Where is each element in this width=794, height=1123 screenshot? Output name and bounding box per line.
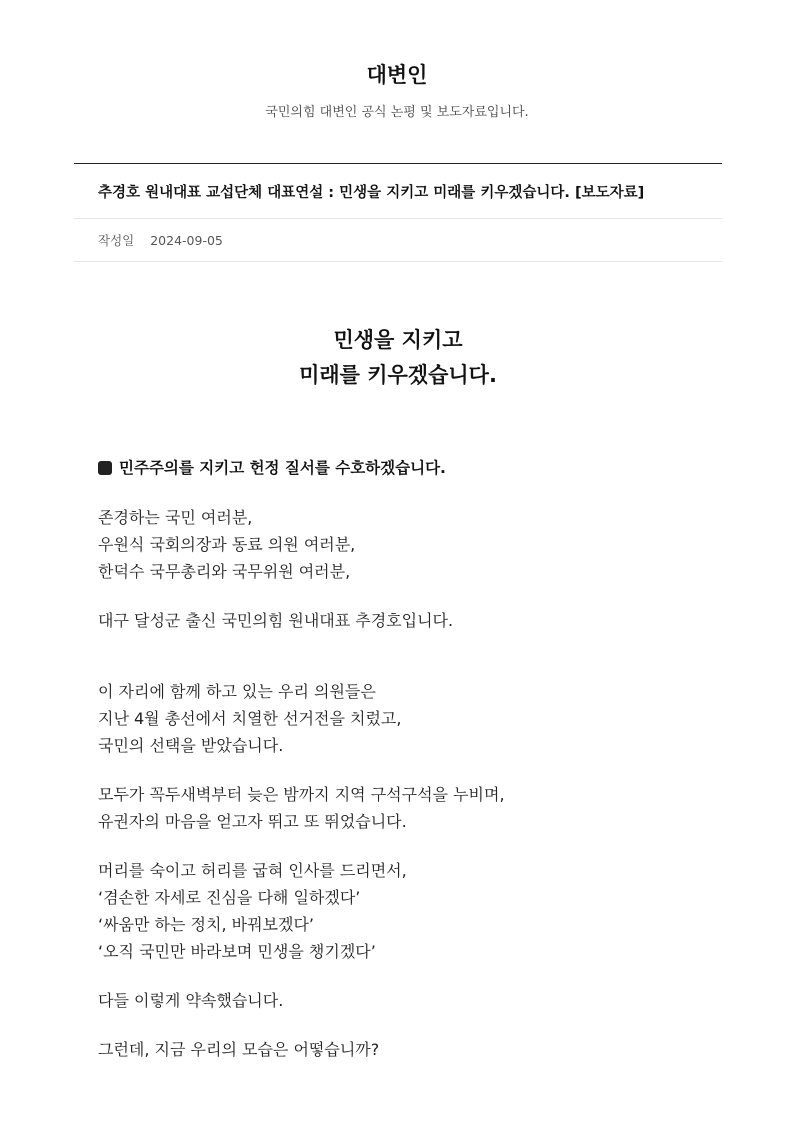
paragraph-pledge [98,987,698,1014]
paragraph-line: 우원식 국회의장과 동료 의원 여러분, [98,535,356,554]
post-date: 2024-09-05 [150,232,223,248]
site-description: 국민의힘 대변인 공식 논평 및 보도자료입니다. [265,105,529,120]
paragraph-line: 존경하는 국민 여러분, [98,508,253,527]
paragraph-line: 다들 이렇게 약속했습니다. [98,991,284,1010]
paragraph-line: 한덕수 국무총리와 국무위원 여러분, [98,562,351,581]
section-heading [98,457,698,479]
site-header [0,0,794,121]
post-header [74,163,722,219]
paragraph-promises [98,857,698,965]
paragraph-intro [98,607,698,634]
paragraph-election [98,678,698,759]
site-title[interactable]: 대변인 [366,63,428,87]
paragraph-line: 유권자의 마음을 얻고자 뛰고 또 뛰었습니다. [98,812,407,831]
paragraph-line: 그런데, 지금 우리의 모습은 어떻습니까? [98,1040,380,1059]
date-label: 작성일 [98,233,135,248]
post-container [74,163,722,1063]
paragraph-question [98,1036,698,1063]
headline-line-1: 민생을 지키고 [333,328,463,352]
section-heading-text: 민주주의를 지키고 헌정 질서를 수호하겠습니다. [119,459,446,477]
paragraph-line: ‘겸손한 자세로 진심을 다해 일하겠다’ [98,888,361,907]
post-body [74,323,722,1063]
paragraph-line: 이 자리에 함께 하고 있는 우리 의원들은 [98,682,376,701]
paragraph-line: 국민의 선택을 받았습니다. [98,736,284,755]
paragraph-campaign [98,781,698,835]
paragraph-line: ‘오직 국민만 바라보며 민생을 챙기겠다’ [98,942,376,961]
paragraph-line: 모두가 꼭두새벽부터 늦은 밤까지 지역 구석구석을 누비며, [98,785,505,804]
paragraph-line: 대구 달성군 출신 국민의힘 원내대표 추경호입니다. [98,611,454,630]
speech-headline [98,323,698,393]
square-bullet-icon [98,461,112,475]
post-meta [74,219,722,262]
paragraph-greeting [98,504,698,585]
headline-line-2: 미래를 키우겠습니다. [299,363,497,387]
paragraph-line: 지난 4월 총선에서 치열한 선거전을 치렀고, [98,709,402,728]
post-title: 추경호 원내대표 교섭단체 대표연설 : 민생을 지키고 미래를 키우겠습니다. [보도자료] [98,184,645,201]
paragraph-line: 머리를 숙이고 허리를 굽혀 인사를 드리면서, [98,861,407,880]
paragraph-line: ‘싸움만 하는 정치, 바꿔보겠다’ [98,915,314,934]
